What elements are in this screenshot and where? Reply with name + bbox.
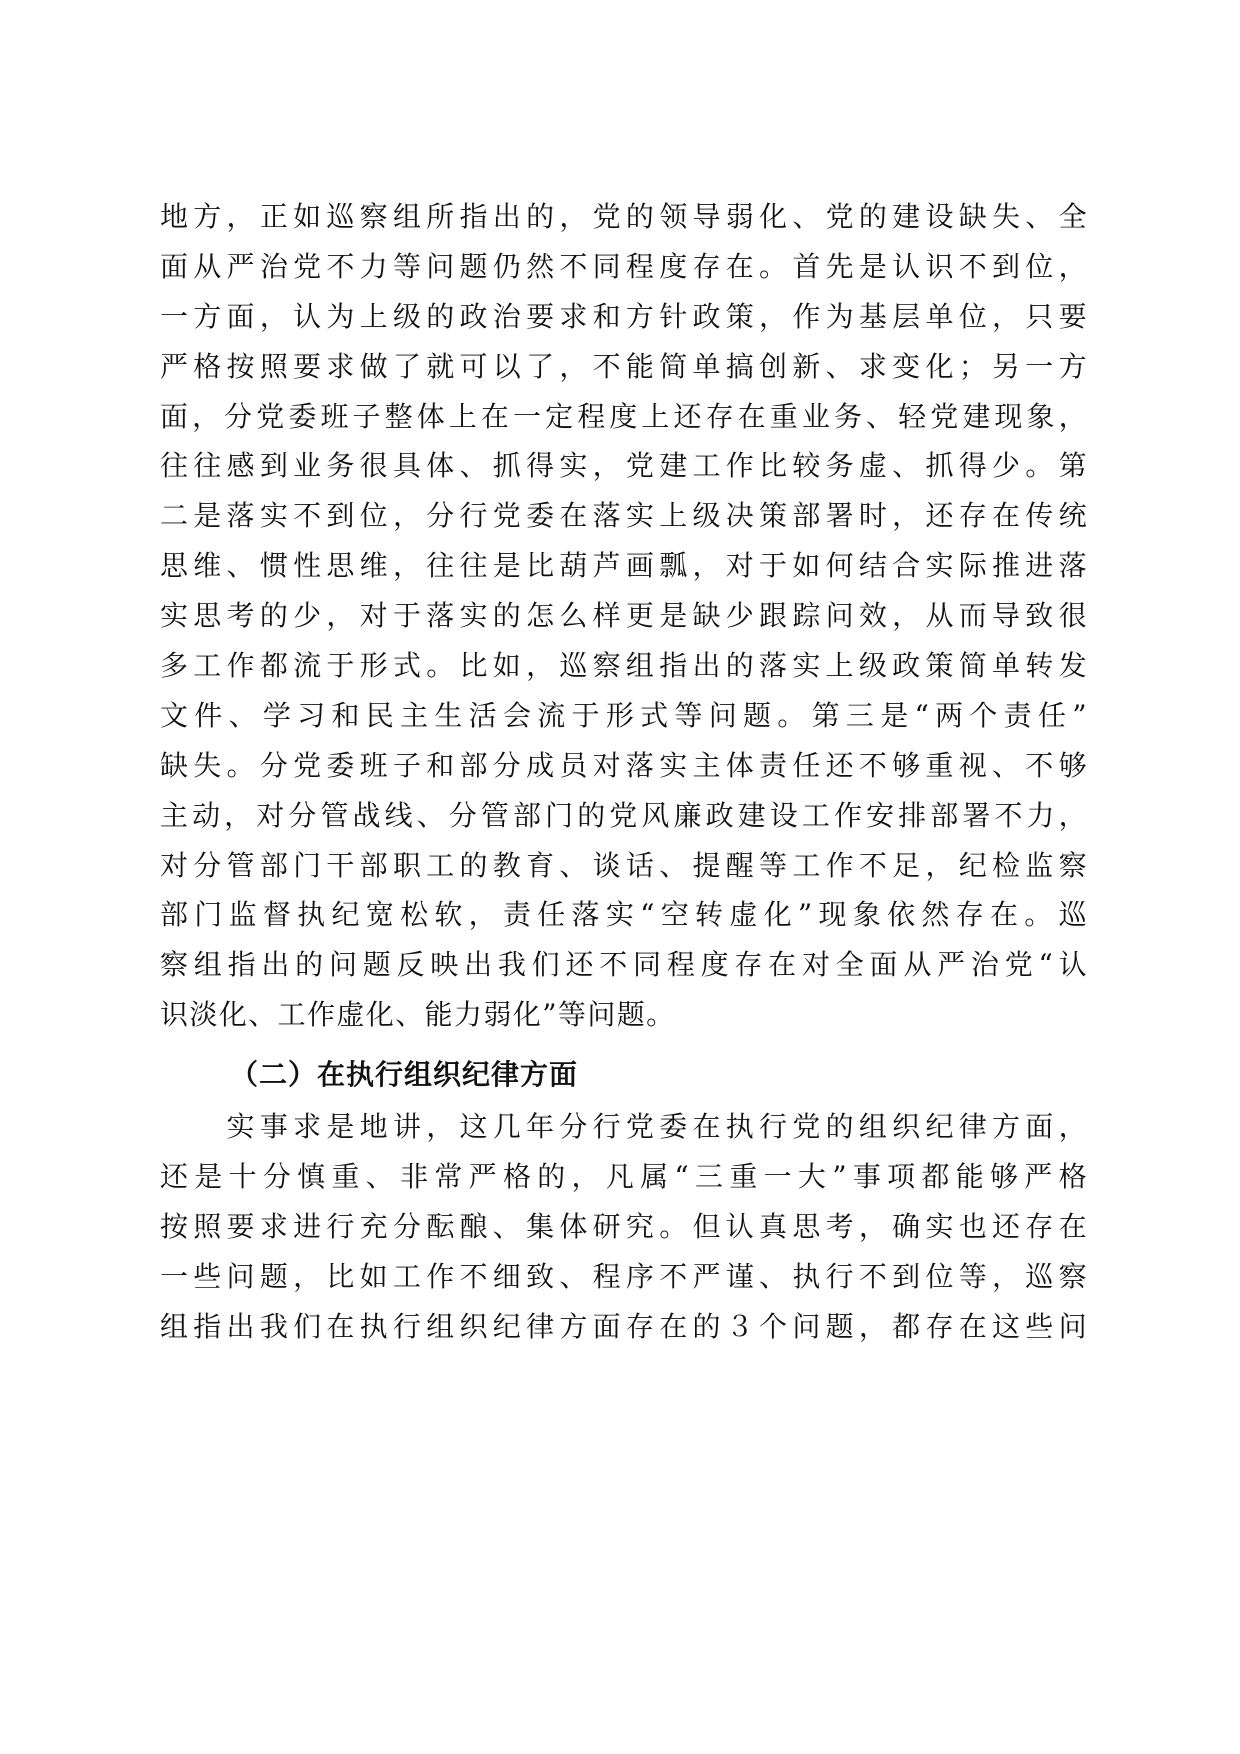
text-line: 实思考的少，对于落实的怎么样更是缺少跟踪问效，从而导致很 (160, 599, 1088, 633)
text-line: 一些问题，比如工作不细致、程序不严谨、执行不到位等，巡察 (160, 1259, 1088, 1293)
text-line: 实事求是地讲，这几年分行党委在执行党的组织纪律方面， (160, 1110, 1088, 1143)
text-line: 组指出我们在执行组织纪律方面存在的３个问题，都存在这些问 (160, 1309, 1088, 1343)
text-line: 部门监督执纪宽松软，责任落实“空转虚化”现象依然存在。巡 (160, 898, 1088, 932)
text-line: 严格按照要求做了就可以了，不能简单搞创新、求变化；另一方 (160, 349, 1088, 383)
paragraph-body-1 (160, 192, 1088, 1040)
text-line: 多工作都流于形式。比如，巡察组指出的落实上级政策简单转发 (160, 649, 1088, 683)
text-line: 文件、学习和民主生活会流于形式等问题。第三是“两个责任” (160, 698, 1088, 732)
text-line: 地方，正如巡察组所指出的，党的领导弱化、党的建设缺失、全 (160, 200, 1088, 233)
text-line: 缺失。分党委班子和部分成员对落实主体责任还不够重视、不够 (160, 748, 1088, 782)
text-line: 察组指出的问题反映出我们还不同程度存在对全面从严治党“认 (160, 948, 1088, 982)
paragraph-body-2 (160, 1102, 1088, 1351)
text-line: 思维、惯性思维，往往是比葫芦画瓢，对于如何结合实际推进落 (160, 549, 1088, 583)
text-line: 按照要求进行充分酝酿、集体研究。但认真思考，确实也还存在 (160, 1209, 1088, 1243)
text-line: 面从严治党不力等问题仍然不同程度存在。首先是认识不到位， (160, 249, 1088, 283)
text-line: 识淡化、工作虚化、能力弱化”等问题。 (160, 998, 676, 1032)
text-line: 往往感到业务很具体、抓得实，党建工作比较务虚、抓得少。第 (160, 449, 1088, 483)
text-line: 还是十分慎重、非常严格的，凡属“三重一大”事项都能够严格 (160, 1159, 1088, 1193)
text-line: 对分管部门干部职工的教育、谈话、提醒等工作不足，纪检监察 (160, 848, 1088, 882)
text-line: 二是落实不到位，分行党委在落实上级决策部署时，还存在传统 (160, 499, 1088, 533)
section-heading: （二）在执行组织纪律方面 (230, 1058, 579, 1091)
text-line: 一方面，认为上级的政治要求和方针政策，作为基层单位，只要 (160, 299, 1088, 333)
text-line: 主动，对分管战线、分管部门的党风廉政建设工作安排部署不力， (160, 798, 1088, 832)
text-line: 面，分党委班子整体上在一定程度上还存在重业务、轻党建现象， (160, 399, 1088, 433)
